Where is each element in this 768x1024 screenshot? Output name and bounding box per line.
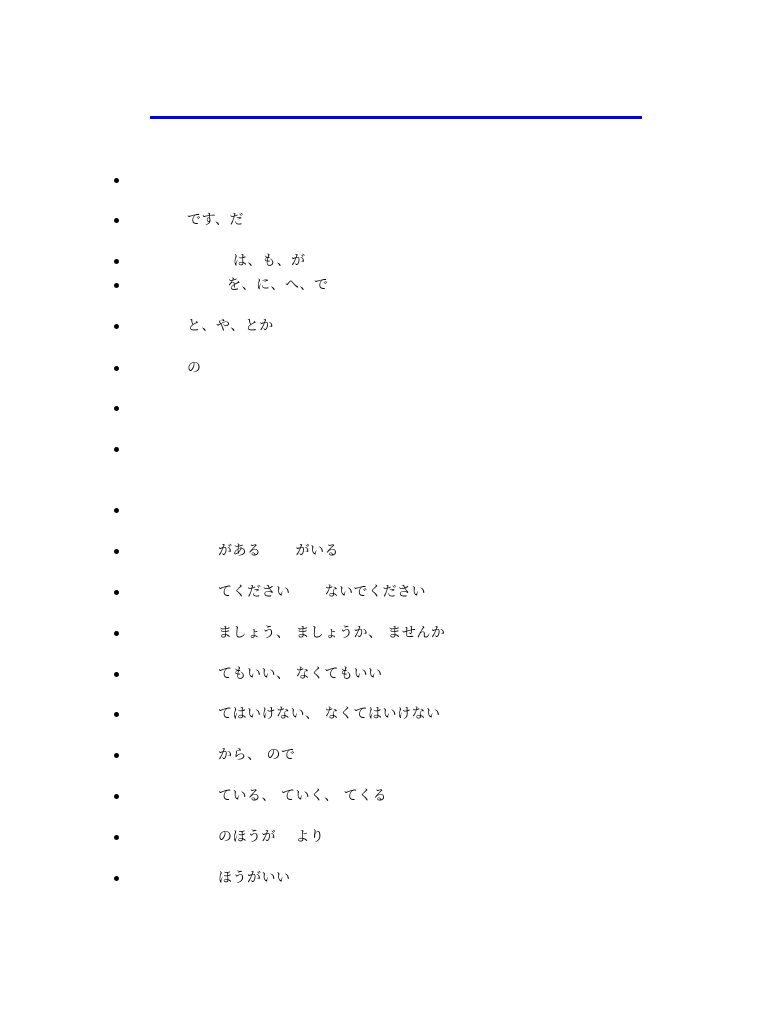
bullet-icon bbox=[114, 447, 119, 452]
list-item bbox=[0, 398, 700, 420]
horizontal-rule bbox=[150, 116, 642, 119]
bullet-icon bbox=[114, 324, 119, 329]
bullet-icon bbox=[114, 283, 119, 288]
list-item-text: は、も、が bbox=[233, 253, 306, 269]
list-item bbox=[0, 868, 700, 890]
bullet-icon bbox=[114, 508, 119, 513]
list-item-text: ほうがいい bbox=[218, 870, 291, 886]
list-item bbox=[0, 500, 700, 522]
list-item-text: と、や、とか bbox=[187, 318, 274, 334]
list-item bbox=[0, 623, 700, 645]
list-item bbox=[0, 358, 700, 380]
list-item bbox=[0, 541, 700, 563]
list-item bbox=[0, 786, 700, 808]
list-item-text: てもいい、 なくてもいい bbox=[218, 666, 383, 682]
bullet-icon bbox=[114, 178, 119, 183]
bullet-icon bbox=[114, 590, 119, 595]
bullet-icon bbox=[114, 549, 119, 554]
list-item bbox=[0, 439, 700, 461]
list-item bbox=[0, 170, 700, 192]
list-item-text: から、 ので bbox=[218, 747, 296, 763]
list-item-text: です、だ bbox=[187, 212, 244, 228]
bullet-icon bbox=[114, 753, 119, 758]
bullet-icon bbox=[114, 672, 119, 677]
bullet-icon bbox=[114, 835, 119, 840]
list-item bbox=[0, 704, 700, 726]
list-item bbox=[0, 827, 700, 849]
list-item-text: のほうが より bbox=[218, 829, 325, 845]
list-item bbox=[0, 275, 700, 297]
bullet-icon bbox=[114, 259, 119, 264]
list-item-text: がある がいる bbox=[218, 543, 339, 559]
list-item bbox=[0, 251, 700, 273]
bullet-icon bbox=[114, 366, 119, 371]
bullet-icon bbox=[114, 631, 119, 636]
list-item-text: てください ないでください bbox=[218, 584, 426, 600]
list-item-text: ましょう、 ましょうか、 ませんか bbox=[218, 625, 446, 641]
list-item-text: てはいけない、 なくてはいけない bbox=[218, 706, 441, 722]
list-item bbox=[0, 582, 700, 604]
list-item bbox=[0, 745, 700, 767]
list-item-text: ている、 ていく、 てくる bbox=[218, 788, 388, 804]
bullet-icon bbox=[114, 794, 119, 799]
list-item bbox=[0, 664, 700, 686]
bullet-icon bbox=[114, 406, 119, 411]
list-item-text: を、に、へ、で bbox=[227, 277, 329, 293]
list-item bbox=[0, 316, 700, 338]
list-item bbox=[0, 210, 700, 232]
bullet-icon bbox=[114, 876, 119, 881]
bullet-icon bbox=[114, 712, 119, 717]
list-item-text: の bbox=[187, 360, 202, 376]
bullet-icon bbox=[114, 218, 119, 223]
